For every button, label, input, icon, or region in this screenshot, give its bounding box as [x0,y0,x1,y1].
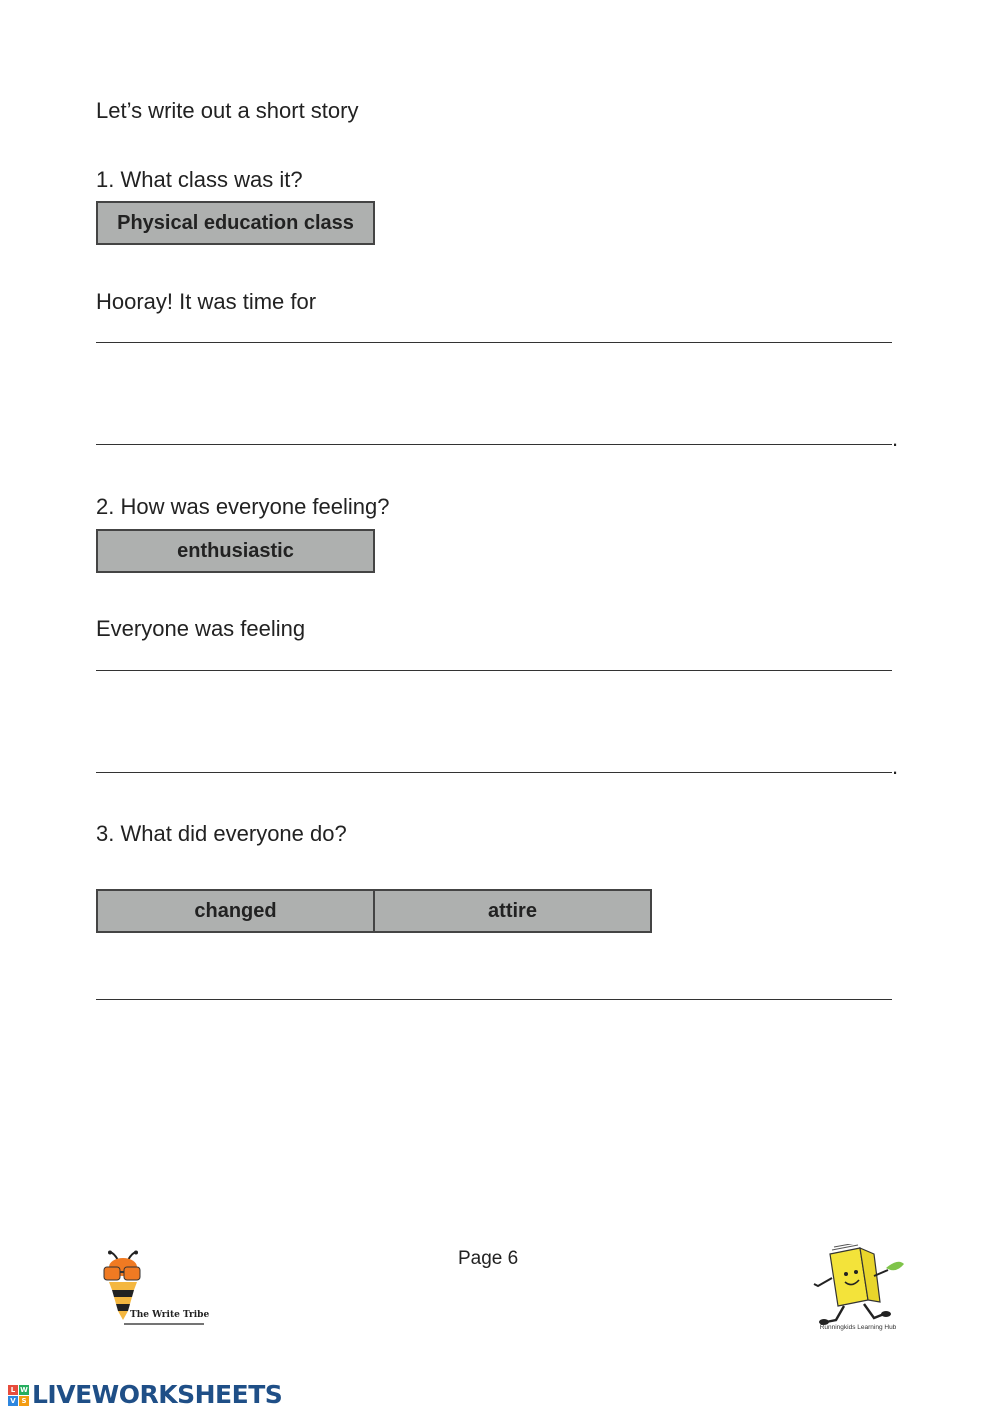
running-book-icon [808,1244,908,1330]
write-tribe-logo [96,1250,208,1328]
end-period-1: . [892,426,899,451]
question-3: 3. What did everyone do? [96,821,347,846]
grid-letter-v: V [8,1396,18,1406]
sentence-starter-1: Hooray! It was time for [96,289,317,314]
write-tribe-caption: The Write Tribe [130,1310,210,1320]
liveworksheets-logo[interactable] [8,1381,282,1409]
word-box-enthusiastic[interactable]: enthusiastic [96,529,375,573]
answer-line-2b[interactable] [96,772,892,773]
worksheet-intro: Let’s write out a short story [96,98,359,123]
answer-line-3[interactable] [96,999,892,1000]
word-box-changed[interactable]: changed [96,889,375,933]
liveworksheets-grid-icon [8,1385,29,1406]
word-box-physical-education-class[interactable]: Physical education class [96,201,375,245]
runningkids-logo [808,1244,908,1344]
end-period-2: . [892,754,899,779]
grid-letter-w: W [20,1385,28,1394]
answer-line-1a[interactable] [96,342,892,343]
liveworksheets-wordmark: LIVEWORKSHEETS [32,1380,283,1409]
page-number: Page 6 [458,1248,519,1269]
sentence-starter-2: Everyone was feeling [96,616,306,641]
answer-line-1b[interactable] [96,444,892,445]
runningkids-caption: Runningkids Learning Hub [819,1324,897,1331]
answer-line-2a[interactable] [96,670,892,671]
question-2: 2. How was everyone feeling? [96,494,390,519]
word-box-attire[interactable]: attire [375,889,652,933]
grid-letter-l: L [8,1385,18,1395]
grid-letter-s: S [19,1396,29,1406]
question-1: 1. What class was it? [96,167,303,192]
